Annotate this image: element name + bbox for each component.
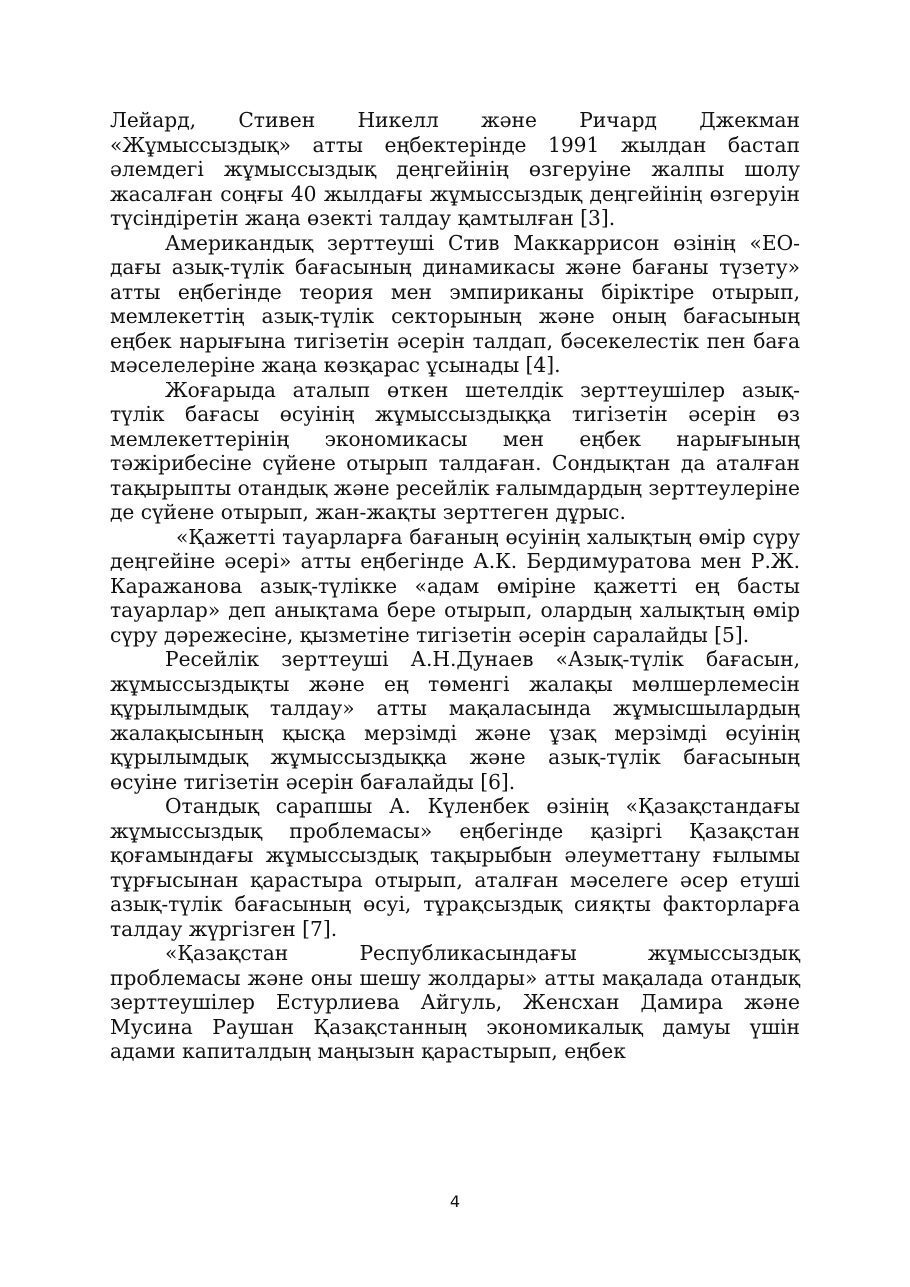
paragraph-6: Отандық сарапшы А. Күленбек өзінің «Қазақстандағы жұмыссыздық проблемасы» еңбегінде қазіргі Қазақстан қоғамындағы жұмыссыздық тақырыбын әлеуметтану ғылымы тұрғысынан қарастыра отырып, аталған мәселеге әсер етуші азық-түлік бағасының өсуі, тұрақсыздық сияқты факторларға талдау жүргізген [7].: [110, 794, 800, 941]
paragraph-7: «Қазақстан Республикасындағы жұмыссыздық проблемасы және оны шешу жолдары» атты мақалада отандық зерттеушілер Естурлиева Айгуль, Женсхан Дамира және Мусина Раушан Қазақстанның экономикалық дамуы үшін адами капиталдың маңызын қарастырып, еңбек: [110, 941, 800, 1063]
paragraph-1: Лейард, Стивен Никелл және Ричард Джекман «Жұмыссыздық» атты еңбектерінде 1991 жылдан бастап әлемдегі жұмыссыздық деңгейінің өзгеруіне жалпы шолу жасалған соңғы 40 жылдағы жұмыссыздық деңгейінің өзгеруін түсіндіретін жаңа өзекті талдау қамтылған [3].: [110, 108, 800, 230]
page-number: 4: [449, 1192, 461, 1211]
body-text: [110, 108, 800, 1064]
paragraph-4: «Қажетті тауарларға бағаның өсуінің халықтың өмір сүру деңгейіне әсері» атты еңбегінде А.К. Бердимуратова мен Р.Ж. Каражанова азық-түлікке «адам өміріне қажетті ең басты тауарлар» деп анықтама бере отырып, олардың халықтың өмір сүру дәрежесіне, қызметіне тигізетін әсерін саралайды [5].: [110, 524, 800, 647]
paragraph-2: Американдық зерттеуші Стив Маккаррисон өзінің «ЕО-дағы азық-түлік бағасының динамикасы және бағаны түзету» атты еңбегінде теория мен эмпириканы біріктіре отырып, мемлекеттің азық-түлік секторының және оның бағасының еңбек нарығына тигізетін әсерін талдап, бәсекелестік пен баға мәселелеріне жаңа көзқарас ұсынады [4].: [110, 230, 800, 377]
paragraph-3: Жоғарыда аталып өткен шетелдік зерттеушілер азық-түлік бағасы өсуінің жұмыссыздыққа тигізетін әсерін өз мемлекеттерінің экономикасы мен еңбек нарығының тәжірибесіне сүйене отырып талдаған. Сондықтан да аталған тақырыпты отандық және ресейлік ғалымдардың зерттеулеріне де сүйене отырып, жан-жақты зерттеген дұрыс.: [110, 377, 800, 524]
paragraph-5: Ресейлік зерттеуші А.Н.Дунаев «Азық-түлік бағасын, жұмыссыздықты және ең төменгі жалақы мөлшерлемесін құрылымдық талдау» атты мақаласында жұмысшылардың жалақысының қысқа мерзімді және ұзақ мерзімді өсуінің құрылымдық жұмыссыздыққа және азық-түлік бағасының өсуіне тигізетін әсерін бағалайды [6].: [110, 647, 800, 794]
